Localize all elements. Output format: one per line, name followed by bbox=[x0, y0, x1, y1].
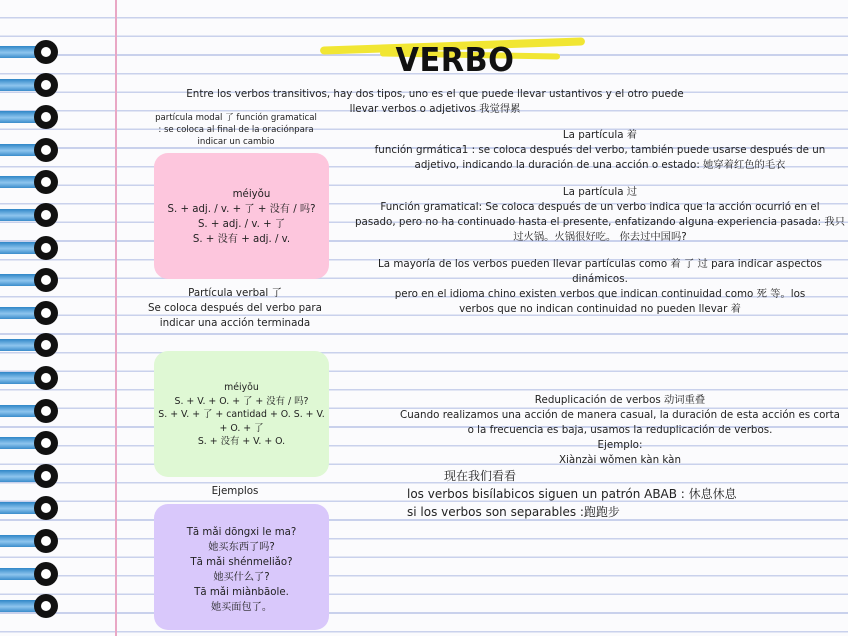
note-line: indicar un cambio bbox=[197, 137, 275, 147]
card-line: 她买东西了吗? bbox=[208, 542, 275, 553]
spiral-ring-icon bbox=[0, 399, 58, 423]
ring-hole bbox=[34, 496, 58, 520]
card-line: S. + V. + 了 + cantidad + O. S. + V. bbox=[158, 409, 325, 421]
note-line: partícula modal 了 función gramatical bbox=[155, 113, 317, 123]
card-line: Tā mǎi miànbāole. bbox=[194, 587, 289, 598]
spiral-ring-icon bbox=[0, 464, 58, 488]
note-line: 现在我们看看 bbox=[444, 469, 517, 483]
card-line: + O. + 了 bbox=[219, 422, 264, 434]
card-line: Tā mǎi shénmeliǎo? bbox=[190, 557, 293, 568]
card-line: S. + adj. / v. + 了 + 没有 / 吗? bbox=[167, 204, 316, 215]
ring-hole bbox=[34, 464, 58, 488]
ring-hole bbox=[34, 529, 58, 553]
section-line: función grmática1 : se coloca después del verbo, también puede usarse después de un bbox=[374, 144, 826, 156]
purple-examples-card bbox=[154, 504, 329, 630]
spiral-ring-icon bbox=[0, 268, 58, 292]
spiral-ring-icon bbox=[0, 562, 58, 586]
spiral-ring-icon bbox=[0, 366, 58, 390]
verbal-particle-note bbox=[140, 286, 330, 331]
ring-hole bbox=[34, 105, 58, 129]
card-line: méiyǒu bbox=[224, 382, 259, 393]
note-line: Se coloca después del verbo para bbox=[148, 302, 322, 314]
card-line: S. + 没有 + V. + O. bbox=[197, 436, 286, 448]
intro-line: llevar verbos o adjetivos 我觉得累 bbox=[349, 103, 521, 115]
ring-hole bbox=[34, 268, 58, 292]
ring-hole bbox=[34, 138, 58, 162]
section-line: verbos que no indican continuidad no pueden llevar 着 bbox=[459, 303, 741, 315]
note-line: los verbos bisílabicos siguen un patrón ABAB : 休息休息 bbox=[407, 487, 737, 501]
section-line: La mayoría de los verbos pueden llevar partículas como 着 了 过 para indicar aspectos bbox=[378, 258, 822, 270]
guo-section bbox=[355, 185, 845, 245]
title-block bbox=[320, 36, 590, 86]
page-title: VERBO bbox=[395, 40, 515, 79]
card-line: S. + adj. / v. + 了 bbox=[197, 219, 286, 230]
ring-hole bbox=[34, 399, 58, 423]
ring-hole bbox=[34, 203, 58, 227]
card-line: 她买什么了? bbox=[213, 572, 270, 583]
section-line: Xiànzài wǒmen kàn kàn bbox=[559, 454, 681, 466]
card-line: 她买面包了。 bbox=[210, 602, 273, 613]
section-line: o la frecuencia es baja, usamos la reduplicación de verbos. bbox=[467, 424, 773, 436]
intro-line: Entre los verbos transitivos, hay dos tipos, uno es el que puede llevar ustantivos y el otro puede bbox=[186, 88, 684, 100]
section-line: 过火锅。火锅很好吃。 你去过中国吗? bbox=[513, 231, 687, 243]
spiral-ring-icon bbox=[0, 529, 58, 553]
card-line: S. + 没有 + adj. / v. bbox=[192, 234, 291, 245]
ring-hole bbox=[34, 236, 58, 260]
section-line: pasado, pero no ha continuado hasta el presente, enfatizando alguna experiencia pasada: 我只 bbox=[355, 216, 845, 228]
ring-hole bbox=[34, 431, 58, 455]
ring-hole bbox=[34, 333, 58, 357]
card-line: S. + V. + O. + 了 + 没有 / 吗? bbox=[174, 395, 309, 407]
section-line: Cuando realizamos una acción de manera casual, la duración de esta acción es corta bbox=[400, 409, 840, 421]
ring-hole bbox=[34, 366, 58, 390]
card-line: Tā mǎi dōngxi le ma? bbox=[186, 527, 297, 538]
reduplication-section bbox=[390, 393, 848, 468]
spiral-ring-icon bbox=[0, 496, 58, 520]
spiral-ring-icon bbox=[0, 203, 58, 227]
pink-grammar-card bbox=[154, 153, 329, 279]
section-line: adjetivo, indicando la duración de una acción o estado: 她穿着红色的毛衣 bbox=[414, 159, 786, 171]
section-line: dinámicos. bbox=[572, 273, 628, 285]
ring-hole bbox=[34, 594, 58, 618]
note-line: : se coloca al final de la oraciónpara bbox=[158, 125, 314, 135]
spiral-ring-icon bbox=[0, 333, 58, 357]
spiral-ring-icon bbox=[0, 73, 58, 97]
spiral-ring-icon bbox=[0, 138, 58, 162]
modal-particle-note bbox=[150, 112, 322, 148]
note-line: Partícula verbal 了 bbox=[188, 287, 282, 299]
card-line: méiyǒu bbox=[232, 189, 271, 200]
section-line: pero en el idioma chino existen verbos que indican continuidad como 死 等。los bbox=[394, 288, 806, 300]
notebook-margin-line bbox=[115, 0, 117, 636]
big-notes bbox=[407, 467, 837, 521]
note-line: si los verbos son separables :跑跑步 bbox=[407, 505, 620, 519]
spiral-ring-icon bbox=[0, 170, 58, 194]
note-line: indicar una acción terminada bbox=[159, 317, 311, 329]
green-grammar-card bbox=[154, 351, 329, 477]
continuity-section bbox=[360, 257, 840, 317]
section-line: Función gramatical: Se coloca después de un verbo indica que la acción ocurrió en el bbox=[380, 201, 820, 213]
zhe-section bbox=[360, 128, 840, 173]
ring-hole bbox=[34, 170, 58, 194]
ring-hole bbox=[34, 40, 58, 64]
section-heading: La partícula 过 bbox=[562, 186, 638, 198]
spiral-ring-icon bbox=[0, 105, 58, 129]
ring-hole bbox=[34, 562, 58, 586]
spiral-ring-icon bbox=[0, 40, 58, 64]
spiral-ring-icon bbox=[0, 236, 58, 260]
spiral-ring-icon bbox=[0, 431, 58, 455]
spiral-ring-icon bbox=[0, 301, 58, 325]
section-heading: Reduplicación de verbos 动词重叠 bbox=[534, 394, 706, 406]
section-heading: La partícula 着 bbox=[562, 129, 638, 141]
ring-hole bbox=[34, 73, 58, 97]
ring-hole bbox=[34, 301, 58, 325]
spiral-ring-icon bbox=[0, 594, 58, 618]
section-line: Ejemplo: bbox=[597, 439, 643, 451]
examples-label: Ejemplos bbox=[211, 485, 259, 497]
